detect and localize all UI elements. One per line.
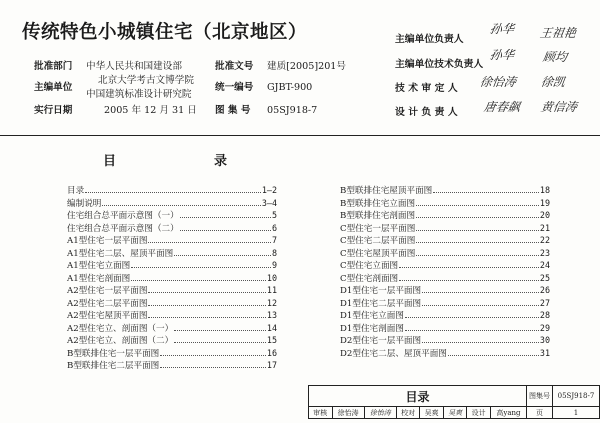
approval-doc-value: 建质[2005]201号	[267, 61, 346, 72]
toc-left-column	[67, 184, 277, 372]
toc-leader	[416, 255, 539, 256]
toc-entry-page: 7	[271, 235, 277, 245]
toc-entry-name: D1型住宅剖面图	[340, 323, 404, 334]
title-block-table	[308, 385, 600, 419]
toc-entry-name: C型住宅屋顶平面图	[340, 248, 416, 259]
toc-entry-name: 编制说明	[67, 198, 102, 209]
toc-entry-page: 31	[539, 347, 550, 358]
design-label: 设计	[467, 407, 491, 419]
toc-entry[interactable]	[67, 322, 277, 335]
toc-entry-page: 28	[539, 310, 550, 320]
responsibility-row-2	[395, 52, 483, 71]
toc-entry[interactable]	[67, 247, 277, 260]
atlas-no-value: 05SJ918-7	[553, 386, 600, 407]
signature: 孙华	[488, 48, 515, 62]
toc-entry-name: B型联排住宅一层平面图	[67, 348, 160, 359]
responsibility-row-1	[395, 27, 464, 46]
toc-entry-page: 24	[539, 260, 550, 270]
toc-entry[interactable]	[340, 334, 550, 347]
toc-leader	[160, 367, 266, 368]
header-divider	[0, 135, 600, 136]
toc-entry-page: 25	[539, 272, 550, 283]
chief-unit-label: 主编单位	[34, 82, 73, 93]
chief-unit-value-1: 北京大学考古文博学院	[98, 75, 194, 86]
page-label: 页	[527, 407, 553, 419]
toc-entry[interactable]	[67, 272, 277, 285]
toc-entry[interactable]	[340, 259, 550, 272]
responsibility-label: 主编单位技术负责人	[395, 59, 484, 70]
review-label: 审核	[309, 407, 333, 419]
toc-entry[interactable]	[67, 234, 277, 247]
toc-entry-page: 10	[266, 272, 277, 283]
title-block	[308, 385, 600, 419]
toc-entry-page: 26	[539, 285, 550, 295]
toc-leader	[399, 280, 539, 281]
toc-entry-name: 住宅组合总平面示意图（二）	[67, 223, 179, 234]
atlas-no-label: 图 集 号	[215, 105, 251, 116]
toc-entry-name: C型住宅剖面图	[340, 273, 399, 284]
toc-leader	[148, 305, 265, 306]
signature: 唐春飙	[482, 100, 521, 114]
toc-entry-name: A2型住宅立、剖面图（一）	[67, 323, 174, 334]
toc-entry-name: B型联排住宅剖面图	[340, 211, 416, 221]
toc-entry-page: 8	[271, 247, 277, 258]
toc-leader	[433, 192, 539, 193]
toc-entry-page: 5	[271, 210, 277, 220]
toc-entry-name: A2型住宅屋顶平面图	[67, 311, 148, 321]
toc-entry-name: C型住宅立面图	[340, 261, 399, 271]
signature: 黄信涛	[539, 100, 578, 114]
responsibility-row-3	[395, 76, 458, 95]
toc-leader	[174, 330, 266, 331]
toc-leader	[448, 355, 539, 356]
atlas-no-label: 图集号	[527, 386, 553, 407]
toc-leader	[422, 342, 539, 343]
toc-leader	[422, 292, 539, 293]
toc-heading-right: 录	[214, 154, 228, 169]
check-label: 校对	[396, 407, 420, 419]
toc-right-column	[340, 184, 550, 359]
approval-doc-label: 批准文号	[215, 61, 254, 72]
toc-entry-page: 9	[271, 260, 277, 270]
toc-leader	[160, 355, 266, 356]
toc-leader	[180, 217, 271, 218]
signature: 徐怡涛	[478, 75, 517, 89]
toc-entry-page: 27	[539, 297, 550, 308]
responsibility-label: 技 术 审 定 人	[395, 83, 458, 94]
toc-entry-page: 21	[539, 222, 550, 233]
unified-no-label: 统一编号	[215, 82, 254, 93]
toc-entry-page: 22	[539, 235, 550, 245]
signature: 徐凯	[539, 75, 566, 89]
toc-entry-page: 15	[266, 335, 277, 345]
toc-entry-name: A2型住宅二层平面图	[67, 298, 148, 309]
toc-entry-page: 29	[539, 322, 550, 333]
toc-entry-page: 11	[266, 285, 277, 295]
toc-entry-page: 30	[539, 335, 550, 345]
toc-entry-name: D2型住宅二层、屋顶平面图	[340, 348, 447, 359]
approval-dept-label: 批准部门	[34, 61, 73, 72]
toc-entry-page: 16	[266, 347, 277, 358]
toc-entry[interactable]	[340, 184, 550, 197]
toc-entry-name: B型联排住宅二层平面图	[67, 361, 160, 371]
toc-entry[interactable]	[340, 322, 550, 335]
toc-entry[interactable]	[340, 284, 550, 297]
toc-entry-page: 20	[539, 210, 550, 220]
toc-entry[interactable]	[340, 272, 550, 285]
reviewer-signature: 徐怡涛	[364, 407, 396, 419]
toc-leader	[174, 342, 266, 343]
toc-entry-page: 23	[539, 247, 550, 258]
impl-date-label: 实行日期	[34, 105, 73, 116]
checker-name: 吴爽	[420, 407, 444, 419]
toc-entry[interactable]	[67, 347, 277, 360]
toc-entry-page: 17	[266, 360, 277, 370]
toc-entry[interactable]	[67, 222, 277, 235]
toc-entry-name: D1型住宅立面图	[340, 311, 404, 321]
toc-entry-name: A1型住宅剖面图	[67, 273, 131, 284]
signature: 孙华	[488, 22, 515, 36]
toc-leader	[148, 242, 271, 243]
toc-entry[interactable]	[340, 234, 550, 247]
impl-date-value: 2005 年 12 月 31 日	[104, 105, 197, 116]
toc-leader	[174, 255, 271, 256]
signature: 王祖艳	[538, 26, 577, 40]
toc-entry-name: A1型住宅立面图	[67, 261, 131, 271]
toc-entry-page: 6	[271, 222, 277, 233]
toc-leader	[416, 242, 539, 243]
signature: 顾均	[541, 50, 568, 64]
toc-leader	[416, 230, 539, 231]
toc-entry[interactable]	[340, 197, 550, 210]
responsibility-label: 主编单位负责人	[395, 34, 464, 45]
page-value: 1	[553, 407, 600, 419]
toc-entry[interactable]	[340, 347, 550, 360]
toc-entry[interactable]	[67, 334, 277, 347]
toc-entry-page: 13	[266, 310, 277, 320]
toc-entry-page: 3—4	[261, 197, 277, 208]
toc-entry[interactable]	[67, 209, 277, 222]
toc-entry-name: B型联排住宅屋顶平面图	[340, 186, 433, 196]
toc-entry-name: 目录	[67, 186, 85, 196]
toc-leader	[422, 305, 539, 306]
toc-entry-name: C型住宅二层平面图	[340, 236, 416, 246]
chief-unit-value-2: 中国建筑标准设计研究院	[86, 89, 192, 100]
toc-leader	[131, 267, 271, 268]
toc-leader	[405, 330, 539, 331]
toc-leader	[405, 317, 539, 318]
toc-entry[interactable]	[67, 359, 277, 372]
toc-entry-page: 14	[266, 322, 277, 333]
toc-entry[interactable]	[340, 222, 550, 235]
designer-name: 高yang	[490, 407, 526, 419]
toc-leader	[131, 280, 266, 281]
unified-no-value: GJBT-900	[267, 82, 313, 93]
toc-entry[interactable]	[67, 284, 277, 297]
toc-leader	[102, 205, 260, 206]
toc-entry-name: B型联排住宅立面图	[340, 198, 416, 209]
toc-entry-name: D2型住宅一层平面图	[340, 336, 422, 346]
atlas-no-value: 05SJ918-7	[267, 105, 318, 116]
reviewer-name: 徐怡涛	[332, 407, 364, 419]
toc-entry-name: D1型住宅一层平面图	[340, 286, 422, 296]
toc-leader	[148, 317, 265, 318]
toc-entry[interactable]	[67, 297, 277, 310]
toc-entry-page: 12	[266, 297, 277, 308]
toc-entry[interactable]	[67, 259, 277, 272]
toc-entry-name: A2型住宅一层平面图	[67, 286, 148, 296]
toc-leader	[416, 217, 539, 218]
toc-entry[interactable]	[340, 309, 550, 322]
toc-entry[interactable]	[67, 197, 277, 210]
toc-entry[interactable]	[67, 309, 277, 322]
toc-leader	[399, 267, 539, 268]
approval-dept-value: 中华人民共和国建设部	[86, 61, 182, 72]
toc-entry[interactable]	[340, 247, 550, 260]
toc-entry-name: C型住宅一层平面图	[340, 223, 416, 234]
responsibility-label: 设 计 负 责 人	[395, 107, 458, 118]
sheet-title: 目录	[309, 386, 527, 407]
toc-leader	[85, 192, 261, 193]
toc-entry-page: 18	[539, 185, 550, 195]
toc-heading-left: 目	[103, 154, 117, 169]
toc-leader	[416, 205, 539, 206]
toc-entry-page: 19	[539, 197, 550, 208]
toc-entry-name: A1型住宅一层平面图	[67, 236, 148, 246]
responsibility-row-4	[395, 100, 458, 119]
toc-entry[interactable]	[340, 209, 550, 222]
toc-entry-name: A1型住宅二层、屋顶平面图	[67, 248, 174, 259]
toc-leader	[148, 292, 265, 293]
toc-entry[interactable]	[67, 184, 277, 197]
checker-signature: 吴爽	[443, 407, 467, 419]
toc-leader	[180, 230, 271, 231]
atlas-title: 传统特色小城镇住宅（北京地区）	[22, 22, 308, 43]
toc-entry-name: A2型住宅立、剖面图（二）	[67, 336, 174, 346]
toc-entry-name: D1型住宅二层平面图	[340, 298, 422, 309]
toc-entry-page: 1—2	[261, 185, 277, 195]
toc-entry[interactable]	[340, 297, 550, 310]
toc-entry-name: 住宅组合总平面示意图（一）	[67, 211, 179, 221]
